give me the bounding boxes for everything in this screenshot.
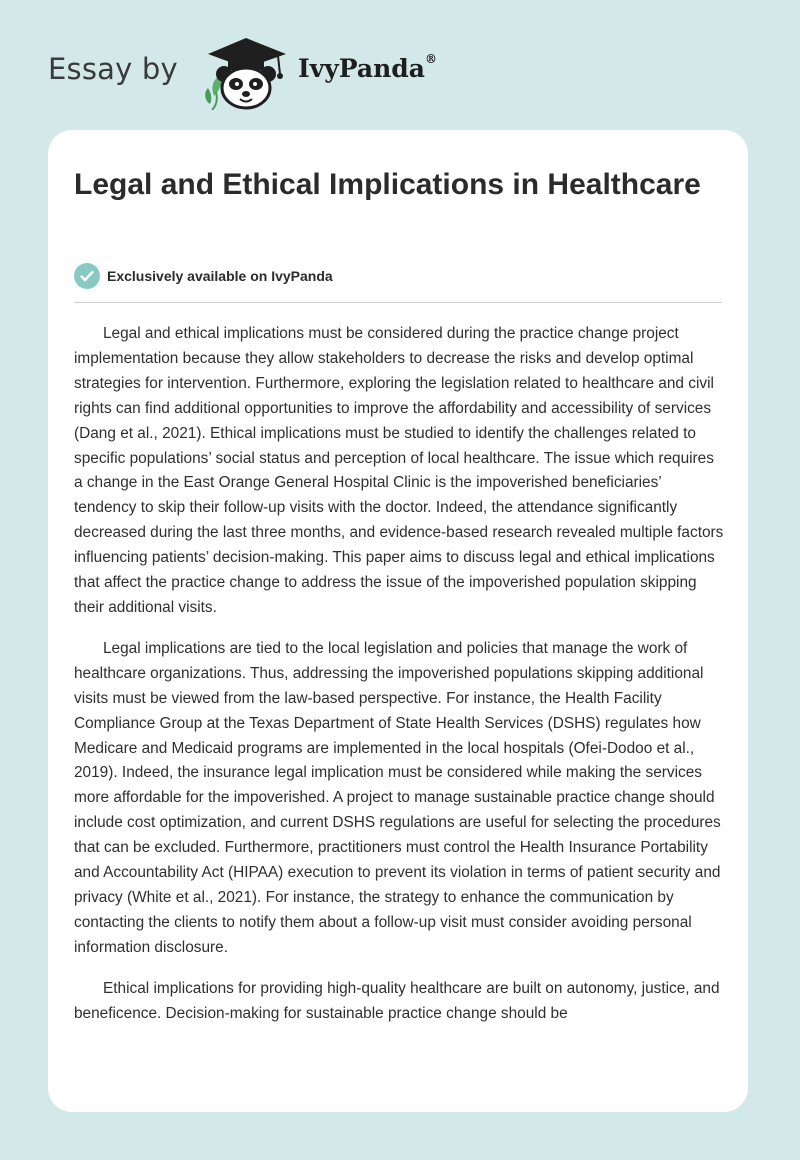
- essay-card: [48, 130, 748, 1112]
- page-title: Legal and Ethical Implications in Healthcare: [74, 168, 701, 201]
- paragraph: Legal implications are tied to the local legislation and policies that manage the work of healthcare organizations. Thus, addressing the impoverished populations skipping additional visits must be viewed from the law-based perspective. For instance, the Health Facility Compliance Group at the Texas Department of State Health Services (DSHS) regulates how Medicare and Medicaid programs are implemented in the local hospitals (Ofei-Dodoo et al., 2019). Indeed, the insurance legal implication must be considered while making the services more affordable for the impoverished. A project to manage sustainable practice change should include cost optimization, and current DSHS regulations are useful for selecting the procedures that can be excluded. Furthermore, practitioners must control the Health Insurance Portability and Accountability Act (HIPAA) execution to prevent its violation in terms of patient security and privacy (White et al., 2021). For instance, the strategy to enhance the communication by contacting the clients to notify them about a follow-up visit must consider avoiding personal information disclosure.: [74, 639, 721, 956]
- site-header: [48, 34, 488, 110]
- exclusive-badge: [74, 262, 333, 290]
- check-circle-icon: [74, 263, 100, 289]
- registered-mark: ®: [424, 52, 437, 66]
- divider: [74, 302, 722, 303]
- panda-logo-icon[interactable]: [200, 34, 292, 110]
- brand-logo-text[interactable]: IvyPanda®: [298, 52, 437, 83]
- badge-label: Exclusively available on IvyPanda: [107, 268, 333, 284]
- essay-body: [74, 322, 724, 1042]
- paragraph: Legal and ethical implications must be considered during the practice change project implementation because they allow stakeholders to decrease the risks and develop optimal strategies for intervention. Furthermore, exploring the legislation related to healthcare and civil rights can find additional opportunities to improve the affordability and accessibility of services (Dang et al., 2021). Ethical implications must be studied to identify the challenges related to specific populations’ social status and perception of local healthcare. The issue which requires a change in the East Orange General Hospital Clinic is the impoverished beneficiaries’ tendency to skip their follow-up visits with the doctor. Indeed, the attendance significantly decreased during the last three months, and evidence-based research revealed multiple factors influencing patients’ decision-making. This paper aims to discuss legal and ethical implications that affect the practice change to address the issue of the impoverished population skipping their additional visits.: [74, 325, 724, 616]
- paragraph: Ethical implications for providing high-quality healthcare are built on autonomy, justice, and beneficence. Decision-making for sustainable practice change should be: [74, 979, 720, 1022]
- essay-by-label: Essay by: [48, 52, 178, 86]
